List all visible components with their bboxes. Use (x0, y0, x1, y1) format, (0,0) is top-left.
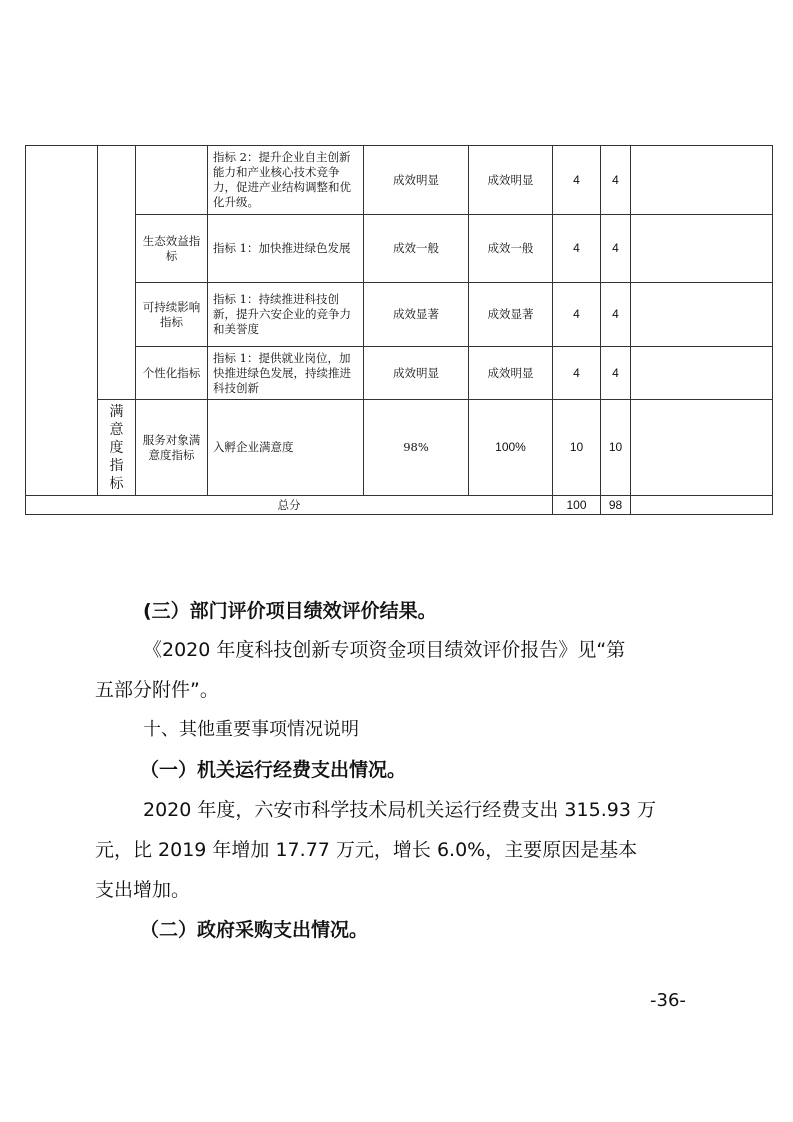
target-cell: 成效明显 (364, 146, 469, 215)
score-cell: 4 (601, 283, 631, 347)
table-row (26, 400, 773, 496)
weight-cell: 4 (553, 215, 601, 283)
actual-cell: 成效明显 (469, 146, 553, 215)
category-cell: 可持续影响指标 (136, 283, 208, 347)
paragraph: 支出增加。 (95, 879, 191, 901)
performance-table (25, 145, 773, 515)
indicator-cell: 入孵企业满意度 (208, 400, 364, 496)
category-cell (136, 146, 208, 215)
section-heading: (三）部门评价项目绩效评价结果。 (143, 600, 437, 622)
indicator-cell: 指标 1：加快推进绿色发展 (208, 215, 364, 283)
indicator-cell: 指标 1：提供就业岗位，加快推进绿色发展，持续推进科技创新 (208, 347, 364, 400)
total-score: 98 (601, 496, 631, 515)
note-cell (631, 496, 773, 515)
category-cell: 个性化指标 (136, 347, 208, 400)
empty-cell (26, 146, 98, 496)
paragraph: 五部分附件”。 (95, 679, 219, 701)
weight-cell: 4 (553, 146, 601, 215)
weight-cell: 4 (553, 347, 601, 400)
table-row (26, 347, 773, 400)
score-cell: 4 (601, 347, 631, 400)
actual-cell: 成效一般 (469, 215, 553, 283)
indicator-cell: 指标 2：提升企业自主创新能力和产业核心技术竞争力，促进产业结构调整和优化升级。 (208, 146, 364, 215)
section-title: 十、其他重要事项情况说明 (143, 719, 359, 740)
indicator-cell: 指标 1：持续推进科技创新，提升六安企业的竞争力和美誉度 (208, 283, 364, 347)
score-cell: 4 (601, 146, 631, 215)
target-cell: 成效明显 (364, 347, 469, 400)
actual-cell: 成效显著 (469, 283, 553, 347)
note-cell (631, 283, 773, 347)
paragraph: 《2020 年度科技创新专项资金项目绩效评价报告》见“第 (143, 639, 626, 661)
note-cell (631, 347, 773, 400)
paragraph: 元，比 2019 年增加 17.77 万元，增长 6.0%，主要原因是基本 (95, 839, 638, 861)
total-row (26, 496, 773, 515)
total-label: 总分 (26, 496, 553, 515)
table-row (26, 215, 773, 283)
target-cell: 成效显著 (364, 283, 469, 347)
weight-cell: 10 (553, 400, 601, 496)
actual-cell: 成效明显 (469, 347, 553, 400)
total-weight: 100 (553, 496, 601, 515)
target-cell: 成效一般 (364, 215, 469, 283)
note-cell (631, 215, 773, 283)
table-row (26, 283, 773, 347)
group-cell: 满意度指标 (109, 403, 124, 492)
score-cell: 4 (601, 215, 631, 283)
note-cell (631, 400, 773, 496)
table-row (26, 146, 773, 215)
score-cell: 10 (601, 400, 631, 496)
actual-cell: 100% (469, 400, 553, 496)
note-cell (631, 146, 773, 215)
empty-cell (98, 146, 136, 400)
paragraph: 2020 年度，六安市科学技术局机关运行经费支出 315.93 万 (143, 799, 656, 821)
section-heading: （二）政府采购支出情况。 (140, 919, 369, 941)
category-cell: 服务对象满意度指标 (136, 400, 208, 496)
section-heading: （一）机关运行经费支出情况。 (140, 759, 407, 781)
target-cell: 98% (364, 400, 469, 496)
category-cell: 生态效益指标 (136, 215, 208, 283)
page-number: -36- (650, 990, 686, 1011)
weight-cell: 4 (553, 283, 601, 347)
